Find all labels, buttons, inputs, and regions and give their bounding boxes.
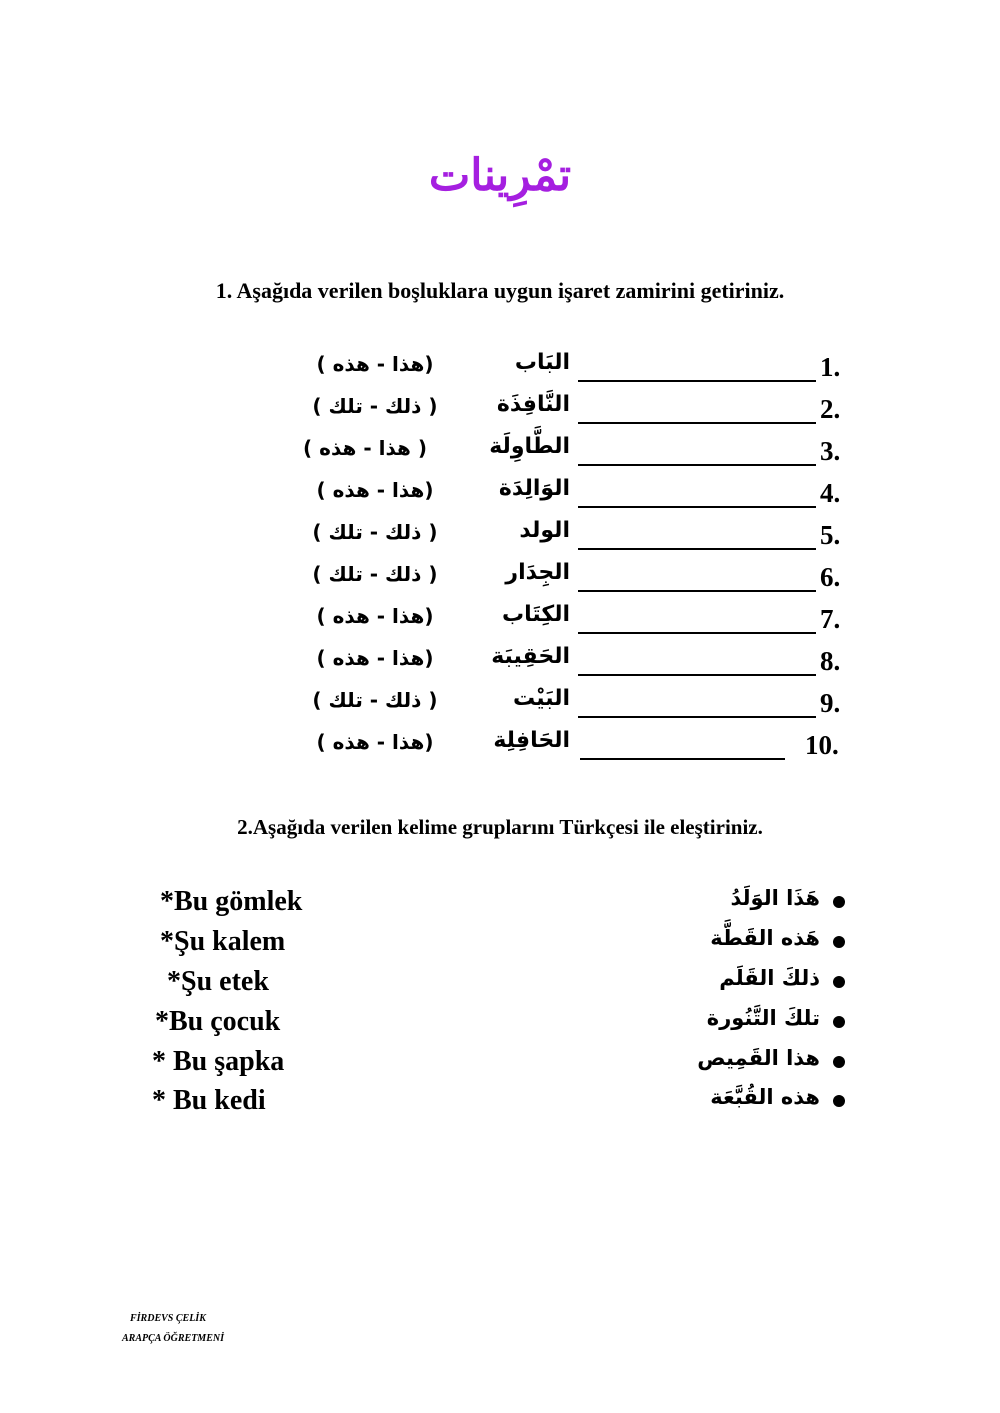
item-number: 9.	[820, 688, 841, 718]
arabic-phrase[interactable]: هذا القَمِيص	[697, 1046, 820, 1070]
pronoun-options: ( هذا - هذه )	[303, 436, 427, 460]
answer-blank[interactable]	[578, 632, 816, 634]
exercise-1-item	[0, 436, 1000, 476]
answer-blank[interactable]	[580, 758, 785, 760]
answer-blank[interactable]	[578, 422, 816, 424]
pronoun-options: (هذا - هذه )	[316, 646, 434, 670]
arabic-word: الوَالِدَة	[498, 476, 570, 501]
pronoun-options: (هذا - هذه )	[316, 730, 434, 754]
item-number: 3.	[820, 436, 841, 466]
arabic-word: النَّافِذَة	[496, 392, 570, 417]
exercise-2-row	[0, 1046, 1000, 1084]
exercise-1-item	[0, 520, 1000, 560]
exercise-2-instruction: 2.Aşağıda verilen kelime gruplarını Türkçesi ile eleştiriniz.	[237, 815, 763, 839]
item-number: 10.	[805, 730, 839, 760]
item-number: 6.	[820, 562, 841, 592]
answer-blank[interactable]	[578, 548, 816, 550]
exercise-2-row	[0, 966, 1000, 1004]
arabic-word: البَاب	[514, 350, 570, 375]
author-name: FİRDEVS ÇELİK	[130, 1313, 206, 1324]
turkish-phrase[interactable]: *Şu kalem	[160, 926, 286, 957]
item-number: 4.	[820, 478, 841, 508]
answer-blank[interactable]	[578, 716, 816, 718]
exercise-1-item	[0, 730, 1000, 770]
exercise-1-item	[0, 394, 1000, 434]
arabic-word: الحَافِلِة	[493, 728, 570, 753]
item-number: 1.	[820, 352, 841, 382]
arabic-word: الحَقِيبَة	[491, 644, 570, 669]
arabic-word: الطَّاوِلَة	[489, 434, 570, 459]
answer-blank[interactable]	[578, 506, 816, 508]
exercise-1-item	[0, 688, 1000, 728]
answer-blank[interactable]	[578, 674, 816, 676]
exercise-1-item	[0, 562, 1000, 602]
pronoun-options: (هذا - هذه )	[316, 604, 434, 628]
item-number: 2.	[820, 394, 841, 424]
answer-blank[interactable]	[578, 464, 816, 466]
turkish-phrase[interactable]: * Bu şapka	[152, 1046, 285, 1077]
pronoun-options: ( ذلك - تلك )	[312, 394, 438, 418]
item-number: 7.	[820, 604, 841, 634]
arabic-word: الولد	[519, 518, 570, 543]
exercise-1-item	[0, 604, 1000, 644]
author-title: ARAPÇA ÖĞRETMENİ	[122, 1333, 224, 1344]
bullet-icon	[833, 976, 845, 988]
exercise-2-row	[0, 1085, 1000, 1123]
bullet-icon	[833, 1016, 845, 1028]
pronoun-options: (هذا - هذه )	[316, 352, 434, 376]
item-number: 8.	[820, 646, 841, 676]
pronoun-options: (هذا - هذه )	[316, 478, 434, 502]
pronoun-options: ( ذلك - تلك )	[312, 520, 438, 544]
item-number: 5.	[820, 520, 841, 550]
arabic-phrase[interactable]: تلكَ التَّنُورة	[706, 1006, 820, 1030]
arabic-phrase[interactable]: هَذه القَطَّة	[710, 926, 820, 950]
answer-blank[interactable]	[578, 380, 816, 382]
exercise-1-item	[0, 478, 1000, 518]
arabic-word: البَيْت	[512, 686, 570, 711]
bullet-icon	[833, 936, 845, 948]
turkish-phrase[interactable]: *Şu etek	[160, 966, 269, 997]
bullet-icon	[833, 1056, 845, 1068]
exercise-1-item	[0, 646, 1000, 686]
turkish-phrase[interactable]: *Bu gömlek	[160, 886, 303, 917]
page-title: تمْرِينات	[428, 151, 572, 200]
exercise-2-row	[0, 886, 1000, 924]
exercise-1-instruction: 1. Aşağıda verilen boşluklara uygun işaret zamirini getiriniz.	[215, 278, 785, 303]
arabic-phrase[interactable]: هَذَا الوَلَدُ	[730, 886, 820, 910]
arabic-word: الكِتَاب	[502, 602, 570, 627]
bullet-icon	[833, 896, 845, 908]
arabic-phrase[interactable]: هذه القُبَّعَة	[710, 1085, 820, 1109]
exercise-2-row	[0, 926, 1000, 964]
turkish-phrase[interactable]: * Bu kedi	[152, 1085, 266, 1116]
answer-blank[interactable]	[578, 590, 816, 592]
turkish-phrase[interactable]: *Bu çocuk	[155, 1006, 281, 1037]
bullet-icon	[833, 1095, 845, 1107]
arabic-word: الجِدَار	[505, 560, 570, 585]
exercise-2-row	[0, 1006, 1000, 1044]
pronoun-options: ( ذلك - تلك )	[312, 688, 438, 712]
exercise-1-item	[0, 352, 1000, 392]
pronoun-options: ( ذلك - تلك )	[312, 562, 438, 586]
arabic-phrase[interactable]: ذلكَ القَلَم	[719, 966, 820, 990]
